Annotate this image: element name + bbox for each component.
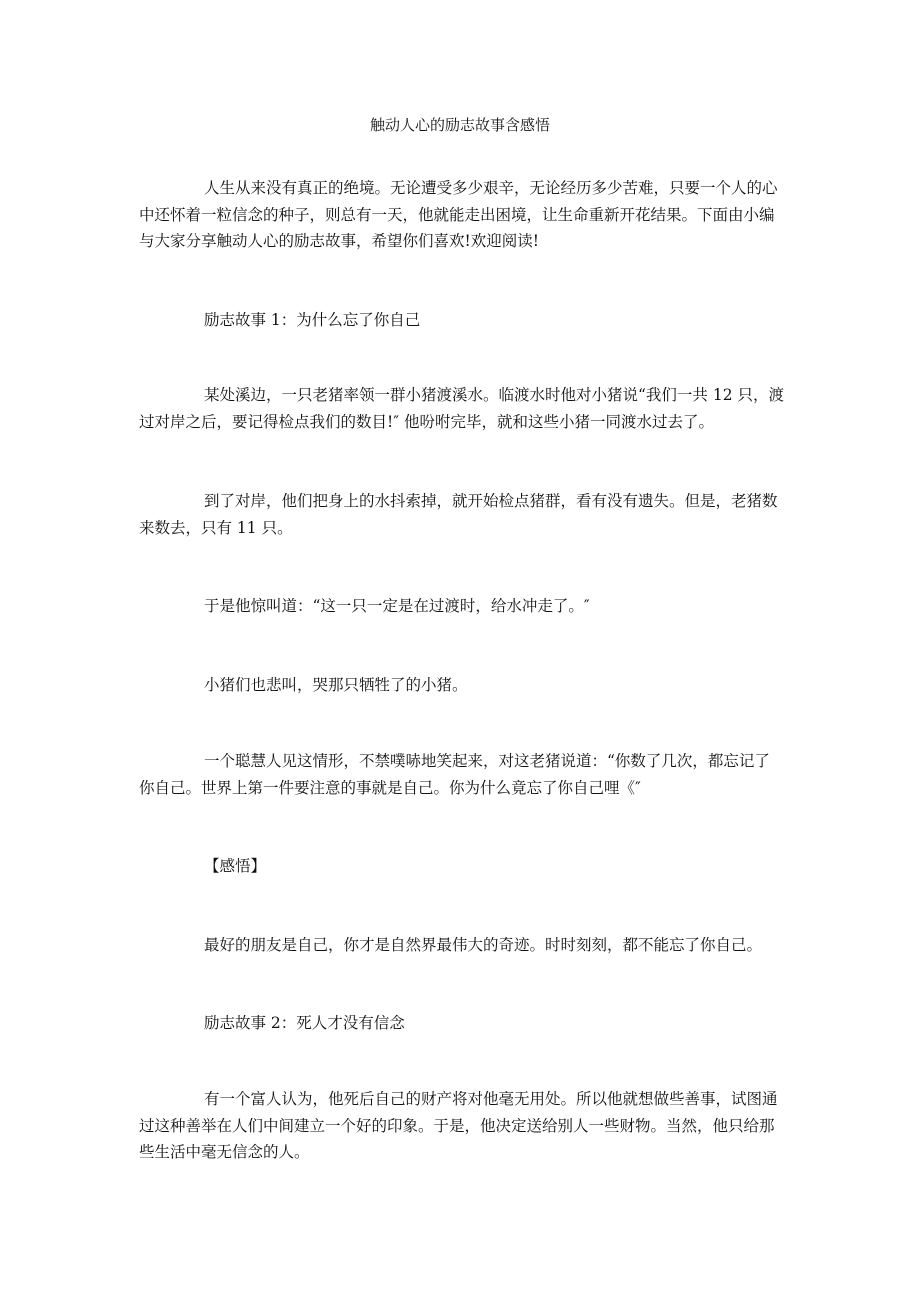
insight-heading: 【感悟】 bbox=[204, 857, 267, 875]
story1-paragraph-1: 某处溪边，一只老猪率领一群小猪渡溪水。临渡水时他对小猪说“我们一共 12 只，渡过对岸之后，要记得检点我们的数目!″ 他吩咐完毕，就和这些小猪一同渡水过去了。 bbox=[139, 386, 785, 431]
document-title: 触动人心的励志故事含感悟 bbox=[369, 116, 550, 134]
story1-paragraph-3: 于是他惊叫道：“这一只一定是在过渡时，给水冲走了。″ bbox=[204, 597, 590, 615]
story1-paragraph-2: 到了对岸，他们把身上的水抖索掉，就开始检点猪群，看有没有遗失。但是，老猪数来数去，只有 11 只。 bbox=[139, 492, 778, 537]
story2-heading: 励志故事 2：死人才没有信念 bbox=[204, 1014, 405, 1032]
intro-paragraph: 人生从来没有真正的绝境。无论遭受多少艰辛，无论经历多少苦难，只要一个人的心中还怀着一粒信念的种子，则总有一天，他就能走出困境，让生命重新开花结果。下面由小编与大家分享触动人心的励志故事，希望你们喜欢!欢迎阅读! bbox=[139, 179, 778, 250]
story1-paragraph-5: 一个聪慧人见这情形，不禁噗哧地笑起来，对这老猪说道：“你数了几次，都忘记了你自己。世界上第一件要注意的事就是自己。你为什么竟忘了你自己哩《″ bbox=[139, 752, 770, 797]
story2-paragraph-1: 有一个富人认为，他死后自己的财产将对他毫无用处。所以他就想做些善事，试图通过这种善举在人们中间建立一个好的印象。于是，他决定送给别人一些财物。当然，他只给那些生活中毫无信念的人。 bbox=[139, 1090, 778, 1161]
story1-paragraph-4: 小猪们也悲叫，哭那只牺牲了的小猪。 bbox=[204, 676, 468, 694]
story1-heading: 励志故事 1：为什么忘了你自己 bbox=[204, 311, 421, 329]
insight-text: 最好的朋友是自己，你才是自然界最伟大的奇迹。时时刻刻，都不能忘了你自己。 bbox=[204, 936, 763, 954]
